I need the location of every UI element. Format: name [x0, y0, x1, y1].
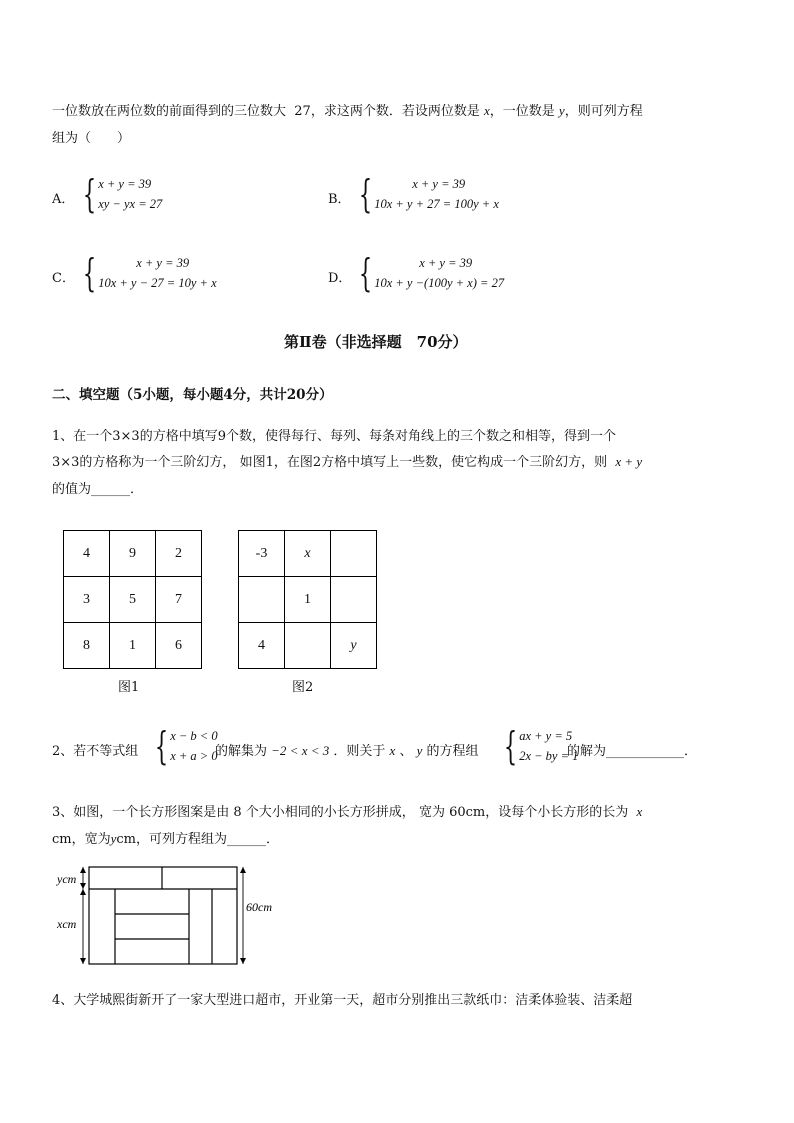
q3-line1: 3、如图，一个长方形图案是由 8 个大小相同的小长方形拼成， 宽为 60cm，设每个小长方形的长为 x: [52, 804, 643, 820]
fig2-caption: 图2: [292, 680, 314, 695]
label-60cm: 60cm: [246, 900, 272, 914]
section2-header: 二、填空题（5小题，每小题4分，共计20分）: [52, 387, 333, 403]
fig1-cell: 6: [156, 623, 202, 669]
fig1-cell: 5: [110, 577, 156, 623]
fig1-cell: 2: [156, 531, 202, 577]
fig1-cell: 9: [110, 531, 156, 577]
fig2-cell: [285, 623, 331, 669]
q1-line1: 1、在一个3×3的方格中填写9个数，使得每行、每列、每条对角线上的三个数之和相等，得到一个: [52, 429, 616, 444]
outer-rectangle: [89, 867, 237, 964]
fig2-cell: 4: [239, 623, 285, 669]
fig2-cell: [331, 531, 377, 577]
q1-line2: 3×3的方格称为一个三阶幻方， 如图1，在图2方格中填写上一些数，使它构成一个三阶幻方，则 x + y: [52, 454, 643, 470]
label-ycm: ycm: [57, 872, 77, 886]
part2-title: 第Ⅱ卷（非选择题 70分）: [284, 333, 468, 351]
fig1-cell: 1: [110, 623, 156, 669]
arrow-left-mid-up: [80, 883, 86, 889]
q3-line2: cm，宽为ycm，可列方程组为______．: [52, 831, 279, 847]
rectangles-figure: [52, 860, 292, 970]
q-intro-line2: 组为（ ）: [52, 131, 131, 146]
label-xcm: xcm: [57, 917, 77, 931]
option-a-label[interactable]: A．: [52, 192, 75, 207]
fig1-cell: 7: [156, 577, 202, 623]
option-b-system: { x + y = 39 10x + y + 27 = 100y + x: [358, 172, 499, 216]
fig2-cell: [331, 577, 377, 623]
option-d-system: { x + y = 39 10x + y −(100y + x) = 27: [358, 251, 505, 295]
fig2-cell: x: [285, 531, 331, 577]
q1-line3: 的值为______．: [52, 482, 144, 497]
fig1-cell: 4: [64, 531, 110, 577]
arrow-left-mid-down: [80, 889, 86, 895]
option-a-system: { x + y = 39 xy − yx = 27: [82, 172, 163, 216]
magic-square-fig1: [63, 530, 202, 669]
fig2-cell: -3: [239, 531, 285, 577]
fig2-cell: 1: [285, 577, 331, 623]
fig2-cell: y: [331, 623, 377, 669]
q2-equation-system: { ax + y = 5 2x − by = 1: [503, 724, 579, 768]
option-c-system: { x + y = 39 10x + y − 27 = 10y + x: [82, 251, 217, 295]
arrow-left-top: [80, 867, 86, 873]
option-b-label[interactable]: B．: [328, 192, 351, 207]
option-c-label[interactable]: C．: [52, 271, 75, 286]
q4-line1: 4、大学城熙街新开了一家大型进口超市，开业第一天，超市分别推出三款纸巾：洁柔体验装、洁柔超: [52, 993, 633, 1008]
fig1-caption: 图1: [118, 680, 140, 695]
fig1-cell: 8: [64, 623, 110, 669]
fig1-cell: 3: [64, 577, 110, 623]
arrow-left-bottom: [80, 958, 86, 964]
q2-middle: 的解集为 −2 < x < 3 ．则关于 x 、 y 的方程组: [215, 743, 479, 759]
fig2-cell: [239, 577, 285, 623]
q2-prefix: 2、若不等式组: [52, 744, 139, 759]
q2-inequality-system: { x − b < 0 x + a > 0: [154, 724, 218, 768]
q-intro-line1: 一位数放在两位数的前面得到的三位数大 27，求这两个数．若设两位数是 x，一位数是 y，则可列方程: [52, 103, 643, 119]
magic-square-fig2: [238, 530, 377, 669]
arrow-right-top: [240, 867, 246, 873]
q2-suffix: 的解为____________．: [567, 744, 698, 759]
option-d-label[interactable]: D．: [328, 271, 352, 286]
arrow-right-bottom: [240, 958, 246, 964]
